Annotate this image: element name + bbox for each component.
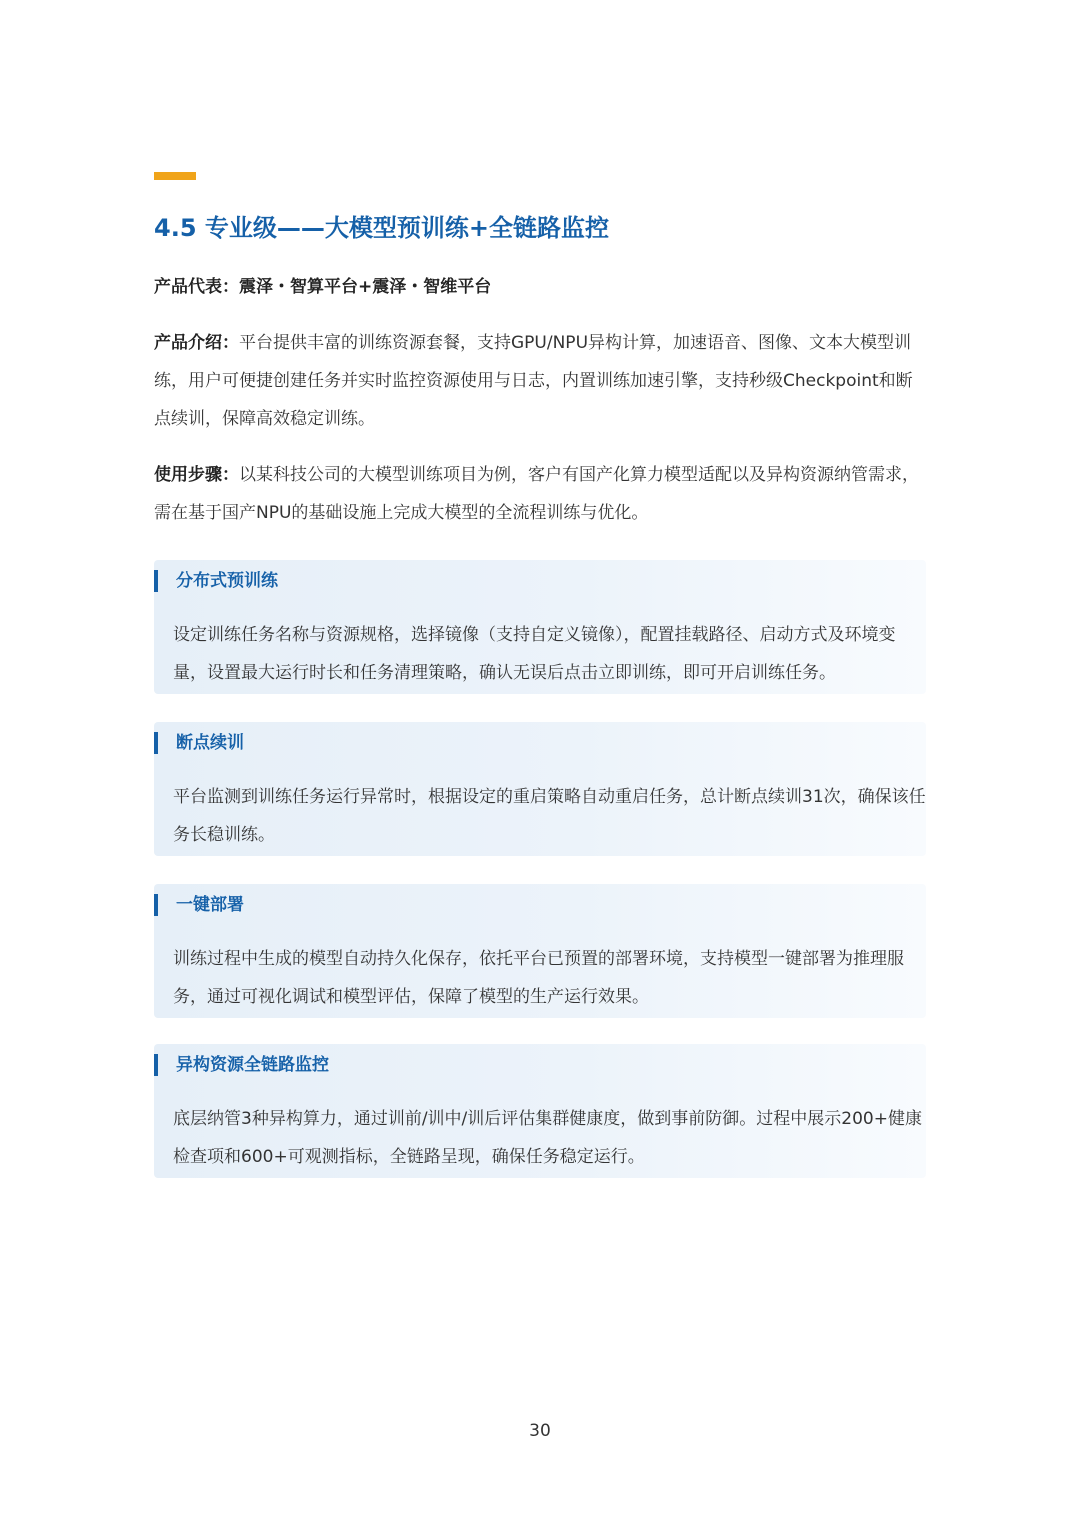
feature-card-body: 训练过程中生成的模型自动持久化保存，依托平台已预置的部署环境，支持模型一键部署为推理服务，通过可视化调试和模型评估，保障了模型的生产运行效果。 [173,949,904,1007]
feature-card-body: 平台监测到训练任务运行异常时，根据设定的重启策略自动重启任务，总计断点续训31次，确保该任务长稳训练。 [173,787,926,845]
usage-steps [154,456,926,532]
feature-card-body: 底层纳管3种异构算力，通过训前/训中/训后评估集群健康度，做到事前防御。过程中展示200+健康检查项和600+可观测指标，全链路呈现，确保任务稳定运行。 [173,1109,922,1167]
feature-card-title: 异构资源全链路监控 [154,1054,329,1076]
feature-card-one-click-deploy [154,884,926,1018]
product-representative-label: 产品代表： [154,277,239,297]
feature-card-title: 一键部署 [154,894,244,916]
usage-steps-label: 使用步骤： [154,465,239,485]
feature-card-checkpoint-resume [154,722,926,856]
product-representative-value: 震泽・智算平台+震泽・智维平台 [239,277,492,297]
product-intro-label: 产品介绍： [154,333,239,353]
usage-steps-text: 以某科技公司的大模型训练项目为例，客户有国产化算力模型适配以及异构资源纳管需求，需在基于国产NPU的基础设施上完成大模型的全流程训练与优化。 [154,465,919,523]
feature-card-full-link-monitoring [154,1044,926,1178]
feature-card-body: 设定训练任务名称与资源规格，选择镜像（支持自定义镜像），配置挂载路径、启动方式及环境变量，设置最大运行时长和任务清理策略，确认无误后点击立即训练，即可开启训练任务。 [173,625,896,683]
feature-card-title: 断点续训 [154,732,244,754]
product-intro [154,324,926,438]
page-number: 30 [529,1421,551,1441]
product-representative [154,268,926,306]
feature-card-title: 分布式预训练 [154,570,278,592]
feature-card-distributed-pretraining [154,560,926,694]
product-intro-text: 平台提供丰富的训练资源套餐，支持GPU/NPU异构计算，加速语音、图像、文本大模型训练，用户可便捷创建任务并实时监控资源使用与日志，内置训练加速引擎，支持秒级Checkpoint和断点续训，保障高效稳定训练。 [154,333,913,429]
section-accent-bar [154,172,196,180]
section-title: 4.5 专业级——大模型预训练+全链路监控 [154,214,609,242]
